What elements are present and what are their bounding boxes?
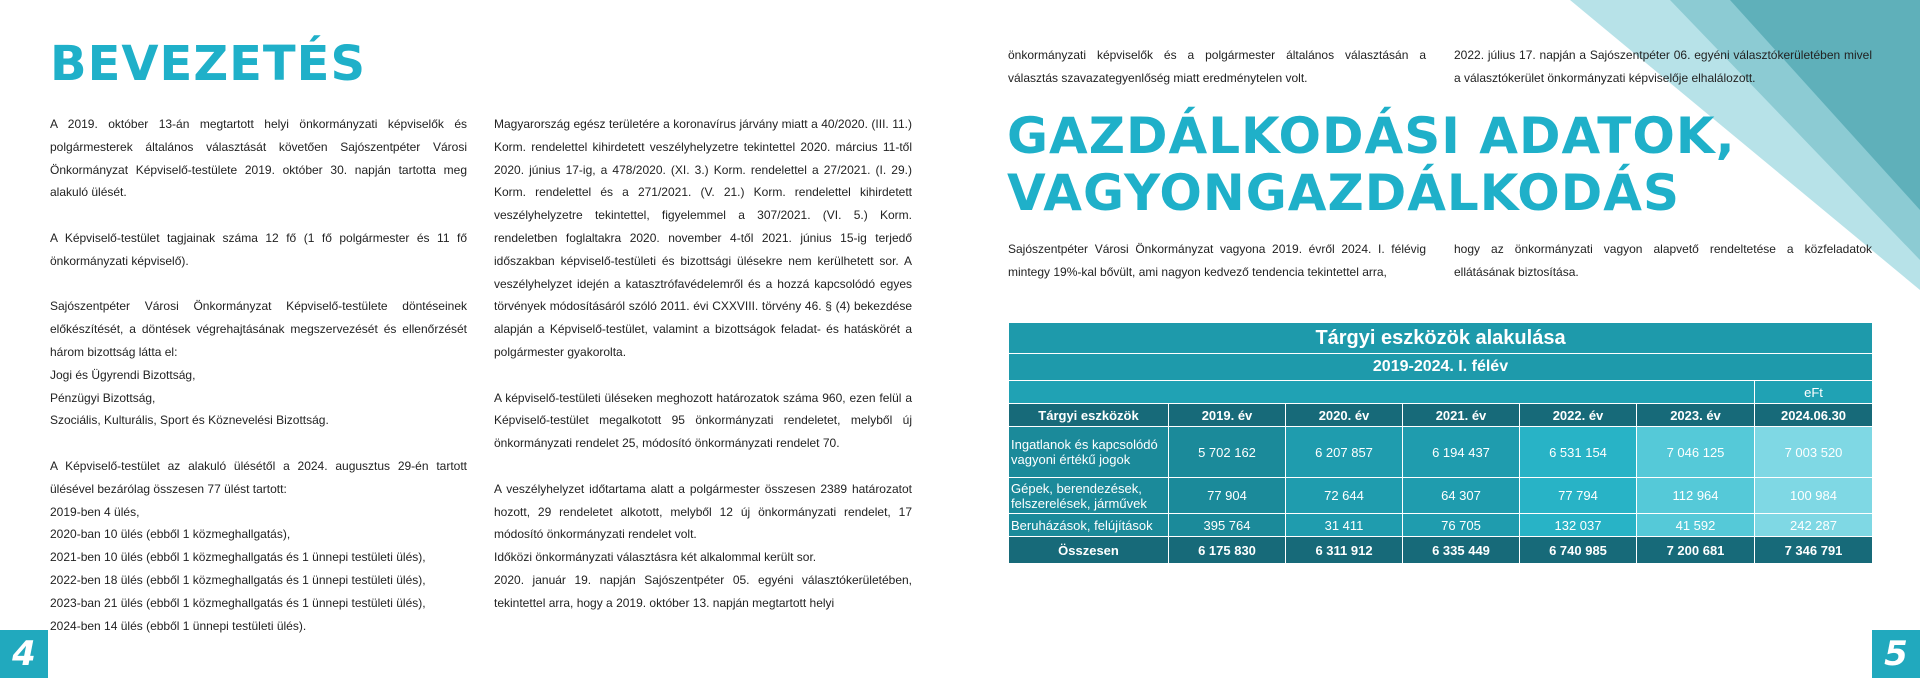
table-cell: 72 644	[1286, 478, 1403, 514]
table-cell: 6 531 154	[1520, 427, 1637, 478]
total-label: Összesen	[1009, 537, 1169, 564]
session-item: 2019-ben 4 ülés,	[50, 504, 140, 519]
column-header: 2022. év	[1520, 404, 1637, 427]
paragraph: Magyarország egész területére a koronavírus járvány miatt a 40/2020. (III. 11.) Korm. rendelettel kihirdetett veszélyhelyzetre tekintettel 2020. március 11-től 2020. június 17-ig, a 478/2020. (XI. 3.) Korm. rendelettel a 27/2021. (I. 29.) Korm. rendelettel és a 271/2021. (V. 21.) Korm. rendelettel kihirdetett veszélyhelyzetre tekintettel, figyelemmel a 307/2021. (VI. 5.) Korm. rendeletben foglaltakra 2020. november 4-től 2021. június 15-ig terjedő időszakban képviselő-testületi és bizottsági ülésekre nem kerülhetett sor. A veszélyhelyzet idején a katasztrófavédelemről és a hozzá kapcsolódó egyes törvények módosításáról szóló 2011. évi CXXVIII. törvény 46. § (4) bekezdése alapján a Képviselő-testület, valamint a bizottságok feladat- és hatáskörét a polgármester gyakorolta.	[494, 117, 912, 359]
text-column-5	[1008, 238, 1426, 284]
total-cell: 7 200 681	[1637, 537, 1755, 564]
table-total-row	[1009, 537, 1873, 564]
column-header: 2020. év	[1286, 404, 1403, 427]
paragraph: Sajószentpéter Városi Önkormányzat Képviselő-testülete döntéseinek előkészítését, a döntések végrehajtásának megszervezését és ellenőrzését három bizottság látta el:	[50, 299, 467, 359]
text-column-2	[494, 113, 912, 615]
row-label: Beruházások, felújítások	[1009, 514, 1169, 537]
session-item: 2020-ban 10 ülés (ebből 1 közmeghallgatás),	[50, 527, 291, 542]
table-subtitle: 2019-2024. I. félév	[1009, 354, 1873, 381]
table-cell: 7 046 125	[1637, 427, 1755, 478]
table-unit: eFt	[1755, 381, 1873, 404]
session-item: 2024-ben 14 ülés (ebből 1 ünnepi testületi ülés).	[50, 618, 307, 633]
table-cell: 7 003 520	[1755, 427, 1873, 478]
session-item: 2022-ben 18 ülés (ebből 1 közmeghallgatás és 1 ünnepi testületi ülés),	[50, 572, 426, 587]
total-cell: 6 335 449	[1403, 537, 1520, 564]
table-cell: 6 194 437	[1403, 427, 1520, 478]
page-number-right: 5	[1872, 630, 1920, 678]
committee-item: Jogi és Ügyrendi Bizottság,	[50, 367, 196, 382]
text-column-1	[50, 113, 467, 637]
text-line: Időközi önkormányzati választásra két alkalommal került sor.	[494, 550, 817, 565]
committee-item: Pénzügyi Bizottság,	[50, 390, 156, 405]
table-cell: 132 037	[1520, 514, 1637, 537]
paragraph: 2020. január 19. napján Sajószentpéter 05. egyéni választókerületében, tekintettel arra, hogy a 2019. október 13. napján megtartott helyi	[494, 572, 912, 610]
table-header-row	[1009, 404, 1873, 427]
table-row	[1009, 427, 1873, 478]
table-cell: 242 287	[1755, 514, 1873, 537]
total-cell: 7 346 791	[1755, 537, 1873, 564]
total-cell: 6 311 912	[1286, 537, 1403, 564]
paragraph: 2022. július 17. napján a Sajószentpéter 06. egyéni választókerületében mivel a választókerület önkormányzati képviselője elhalálozott.	[1454, 48, 1872, 85]
row-label: Gépek, berendezések, felszerelések, járművek	[1009, 478, 1169, 514]
table-row	[1009, 514, 1873, 537]
table-cell: 64 307	[1403, 478, 1520, 514]
paragraph: A képviselő-testületi üléseken meghozott határozatok száma 960, ezen felül a Képviselő-testület megalkotott 95 önkormányzati rendeletet, melyből új önkormányzati rendelet 25, módosító önkormányzati rendelet 70.	[494, 390, 912, 451]
paragraph: Sajószentpéter Városi Önkormányzat vagyona 2019. évről 2024. I. félévig mintegy 19%-kal bővült, ami nagyon kedvező tendencia tekintettel arra,	[1008, 242, 1426, 279]
column-header: Tárgyi eszközök	[1009, 404, 1169, 427]
table-cell: 31 411	[1286, 514, 1403, 537]
table-cell: 77 904	[1169, 478, 1286, 514]
column-header: 2023. év	[1637, 404, 1755, 427]
paragraph: hogy az önkormányzati vagyon alapvető rendeltetése a közfeladatok ellátásának biztosítása.	[1454, 242, 1872, 279]
paragraph: A Képviselő-testület tagjainak száma 12 fő (1 fő polgármester és 11 fő önkormányzati képviselő).	[50, 230, 467, 268]
committee-item: Szociális, Kulturális, Sport és Köznevelési Bizottság.	[50, 413, 329, 428]
text-column-3	[1008, 44, 1426, 90]
table-cell: 395 764	[1169, 514, 1286, 537]
title-line: GAZDÁLKODÁSI ADATOK,	[1007, 107, 1736, 165]
table-cell: 6 207 857	[1286, 427, 1403, 478]
session-item: 2021-ben 10 ülés (ebből 1 közmeghallgatás és 1 ünnepi testületi ülés),	[50, 550, 426, 565]
title-line: VAGYONGAZDÁLKODÁS	[1007, 164, 1680, 222]
table-cell: 5 702 162	[1169, 427, 1286, 478]
total-cell: 6 175 830	[1169, 537, 1286, 564]
text-column-6	[1454, 238, 1872, 284]
paragraph: A veszélyhelyzet időtartama alatt a polgármester összesen 2389 határozatot hozott, 29 rendeletet alkotott, melyből 12 új önkormányzati rendelet, 17 módosító önkormányzati rendelet volt.	[494, 481, 912, 542]
column-header: 2024.06.30	[1755, 404, 1873, 427]
table-cell: 77 794	[1520, 478, 1637, 514]
table-row	[1009, 478, 1873, 514]
total-cell: 6 740 985	[1520, 537, 1637, 564]
session-item: 2023-ban 21 ülés (ebből 1 közmeghallgatás és 1 ünnepi testületi ülés),	[50, 595, 426, 610]
column-header: 2019. év	[1169, 404, 1286, 427]
table-cell: 100 984	[1755, 478, 1873, 514]
paragraph: A 2019. október 13-án megtartott helyi önkormányzati képviselők és polgármesterek általános választását követően Sajószentpéter Városi Önkormányzat Képviselő-testülete 2019. október 30. napján tartotta meg alakuló ülését.	[50, 117, 467, 200]
text-column-4	[1454, 44, 1872, 90]
page-number-left: 4	[0, 630, 48, 678]
table-title: Tárgyi eszközök alakulása	[1009, 323, 1873, 354]
assets-table	[1008, 322, 1873, 564]
table-cell: 76 705	[1403, 514, 1520, 537]
paragraph: A Képviselő-testület az alakuló ülésétől a 2024. augusztus 29-én tartott ülésével bezárólag összesen 77 ülést tartott:	[50, 458, 467, 496]
table-cell: 112 964	[1637, 478, 1755, 514]
column-header: 2021. év	[1403, 404, 1520, 427]
row-label: Ingatlanok és kapcsolódó vagyoni értékű jogok	[1009, 427, 1169, 478]
page-title-gazdalkodas	[1007, 108, 1920, 222]
page-title-bevezetes: BEVEZETÉS	[50, 36, 367, 92]
paragraph: önkormányzati képviselők és a polgármester általános választásán a választás szavazategyenlőség miatt eredménytelen volt.	[1008, 48, 1426, 85]
table-cell: 41 592	[1637, 514, 1755, 537]
